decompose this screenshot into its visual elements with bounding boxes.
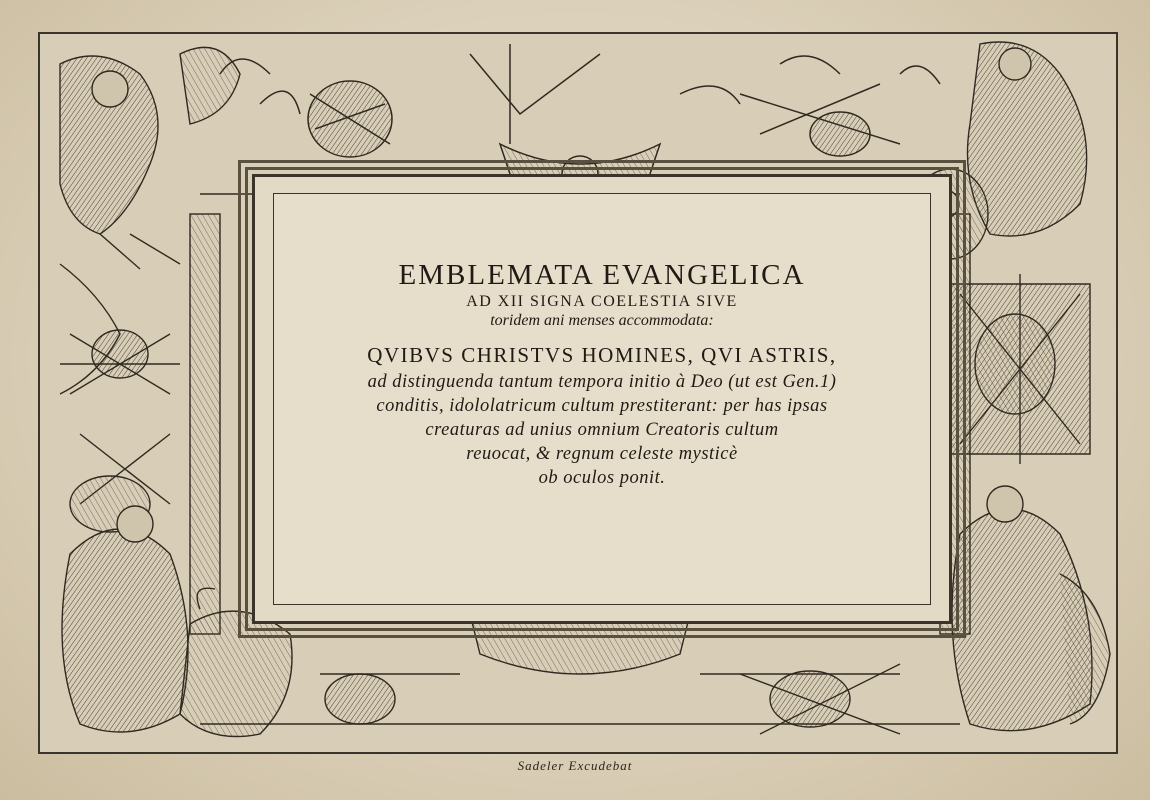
woman-figure <box>952 486 1110 731</box>
publisher-caption: Sadeler Excudebat <box>517 758 633 773</box>
page-title: EMBLEMATA EVANGELICA <box>398 259 806 291</box>
man-figure <box>62 506 188 732</box>
subtitle-italic: toridem ani menses accommodata: <box>490 312 714 329</box>
inscription-panel <box>273 193 931 605</box>
body-line: creaturas ad unius omnium Creatoris cultum <box>425 420 779 440</box>
body-line: reuocat, & regnum celeste mysticè <box>466 444 738 464</box>
body-line: ad distinguenda tantum tempora initio à Deo (ut est Gen.1) <box>367 372 837 392</box>
engraved-plate <box>38 32 1118 754</box>
body-line: ob oculos ponit. <box>538 468 666 488</box>
title-cartouche <box>252 174 952 624</box>
subtitle: AD XII SIGNA COELESTIA SIVE <box>466 293 738 310</box>
body-line: conditis, idololatricum cultum prestiterant: per has ipsas <box>376 396 828 416</box>
inscription <box>274 258 930 490</box>
caps-line: QVIBVS CHRISTVS HOMINES, QVI ASTRIS, <box>367 343 837 367</box>
